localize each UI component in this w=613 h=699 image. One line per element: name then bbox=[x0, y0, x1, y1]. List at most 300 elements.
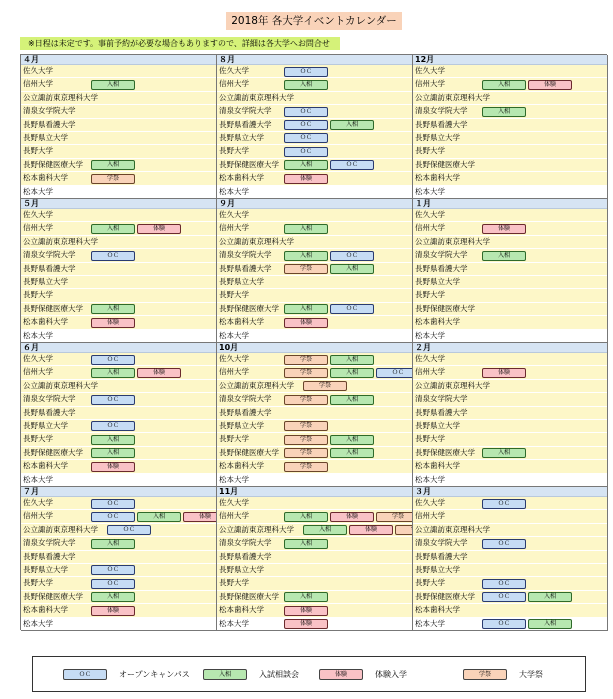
university-name: 長野県看護大学 bbox=[415, 551, 468, 561]
university-row bbox=[217, 447, 412, 460]
university-row bbox=[217, 145, 412, 158]
university-name: 佐久大学 bbox=[23, 66, 53, 75]
university-name: 信州大学 bbox=[23, 223, 53, 233]
event-badge-oc: ＯＣ bbox=[91, 579, 135, 589]
month-header: １月 bbox=[413, 199, 607, 209]
university-row bbox=[413, 393, 607, 406]
university-name: 清泉女学院大学 bbox=[219, 394, 272, 404]
month-block bbox=[21, 487, 217, 631]
university-name: 長野大学 bbox=[415, 146, 445, 156]
event-badge-oc: ＯＣ bbox=[330, 304, 374, 314]
university-name: 長野保健医療大学 bbox=[219, 159, 279, 169]
university-name: 長野県看護大学 bbox=[23, 119, 76, 129]
legend bbox=[32, 656, 586, 692]
month-header: ７月 bbox=[21, 487, 216, 497]
university-name: 清泉女学院大学 bbox=[23, 106, 76, 116]
university-name: 長野保健医療大学 bbox=[219, 591, 279, 601]
university-name: 長野県立大学 bbox=[415, 420, 460, 430]
university-name: 佐久大学 bbox=[219, 498, 249, 507]
university-row bbox=[217, 316, 412, 329]
university-name: 長野県立大学 bbox=[23, 564, 68, 574]
university-name: 長野保健医療大学 bbox=[23, 447, 83, 457]
event-badge-gs: 学祭 bbox=[284, 462, 328, 472]
university-row bbox=[217, 524, 412, 537]
university-name: 信州大学 bbox=[23, 511, 53, 521]
event-badge-ns: 入相 bbox=[330, 448, 374, 458]
university-name: 長野県立大学 bbox=[219, 420, 264, 430]
university-row bbox=[413, 537, 607, 550]
university-name: 信州大学 bbox=[219, 79, 249, 89]
university-row bbox=[21, 159, 216, 172]
event-badge-oc: ＯＣ bbox=[482, 499, 526, 509]
university-name: 松本歯科大学 bbox=[219, 461, 264, 471]
university-row bbox=[21, 551, 216, 564]
event-badge-ns: 入相 bbox=[284, 539, 328, 549]
event-badge-ns: 入相 bbox=[330, 355, 374, 365]
event-badge-oc: ＯＣ bbox=[91, 499, 135, 509]
event-badge-tk: 体験 bbox=[284, 619, 328, 629]
university-name: 公立諏訪東京理科大学 bbox=[219, 380, 294, 390]
university-name: 清泉女学院大学 bbox=[219, 106, 272, 116]
event-badge-oc: ＯＣ bbox=[284, 107, 328, 117]
event-badge-ns: 入相 bbox=[528, 619, 572, 629]
university-name: 長野保健医療大学 bbox=[219, 303, 279, 313]
university-row bbox=[413, 510, 607, 523]
university-name: 信州大学 bbox=[219, 367, 249, 377]
legend-swatch: 学祭 bbox=[463, 669, 507, 680]
university-name: 長野県看護大学 bbox=[23, 407, 76, 417]
legend-label: オープンキャンパス bbox=[119, 670, 190, 679]
university-row bbox=[413, 159, 607, 172]
event-badge-tk: 体験 bbox=[183, 512, 217, 522]
university-name: 松本歯科大学 bbox=[415, 461, 460, 471]
university-name: 松本歯科大学 bbox=[23, 605, 68, 615]
event-badge-ns: 入相 bbox=[284, 224, 328, 234]
month-header: 11月 bbox=[217, 487, 412, 497]
university-name: 公立諏訪東京理科大学 bbox=[23, 236, 98, 246]
month-block bbox=[413, 199, 608, 343]
university-row bbox=[21, 65, 216, 78]
event-badge-gs: 学祭 bbox=[284, 421, 328, 431]
university-name: 清泉女学院大学 bbox=[219, 250, 272, 260]
university-row bbox=[21, 510, 216, 523]
event-badge-oc: ＯＣ bbox=[91, 395, 135, 405]
university-name: 長野県立大学 bbox=[23, 132, 68, 142]
university-row bbox=[413, 303, 607, 316]
university-row bbox=[21, 209, 216, 222]
university-name: 佐久大学 bbox=[415, 66, 445, 75]
university-row bbox=[217, 577, 412, 590]
university-row bbox=[217, 249, 412, 262]
event-badge-ns: 入相 bbox=[91, 80, 135, 90]
month-block bbox=[217, 199, 413, 343]
university-name: 佐久大学 bbox=[23, 498, 53, 507]
university-row bbox=[217, 474, 412, 487]
university-row bbox=[217, 353, 412, 366]
university-name: 長野県看護大学 bbox=[219, 551, 272, 561]
university-row bbox=[217, 159, 412, 172]
university-row bbox=[21, 132, 216, 145]
event-badge-ns: 入相 bbox=[330, 120, 374, 130]
university-row bbox=[21, 316, 216, 329]
university-name: 長野保健医療大学 bbox=[415, 591, 475, 601]
event-badge-ns: 入相 bbox=[482, 80, 526, 90]
university-row bbox=[21, 119, 216, 132]
event-badge-tk: 体験 bbox=[91, 606, 135, 616]
month-block bbox=[21, 55, 217, 199]
month-header: ５月 bbox=[21, 199, 216, 209]
month-header: ６月 bbox=[21, 343, 216, 353]
university-name: 公立諏訪東京理科大学 bbox=[219, 236, 294, 246]
legend-swatch: 体験 bbox=[319, 669, 363, 680]
university-name: 公立諏訪東京理科大学 bbox=[219, 92, 294, 102]
university-row bbox=[217, 497, 412, 510]
university-row bbox=[21, 222, 216, 235]
university-name: 公立諏訪東京理科大学 bbox=[23, 380, 98, 390]
university-row bbox=[413, 316, 607, 329]
university-row bbox=[217, 186, 412, 199]
university-name: 信州大学 bbox=[415, 511, 445, 521]
university-name: 松本歯科大学 bbox=[23, 173, 68, 183]
event-badge-gs: 学祭 bbox=[284, 448, 328, 458]
event-badge-oc: ＯＣ bbox=[482, 619, 526, 629]
university-row bbox=[217, 289, 412, 302]
university-name: 公立諏訪東京理科大学 bbox=[23, 524, 98, 534]
event-badge-ns: 入相 bbox=[330, 368, 374, 378]
event-badge-gs: 学祭 bbox=[284, 264, 328, 274]
event-badge-ns: 入相 bbox=[91, 160, 135, 170]
university-name: 清泉女学院大学 bbox=[23, 538, 76, 548]
event-badge-oc: ＯＣ bbox=[284, 67, 328, 77]
event-badge-oc: ＯＣ bbox=[284, 133, 328, 143]
event-badge-gs: 学祭 bbox=[284, 368, 328, 378]
university-row bbox=[217, 276, 412, 289]
university-name: 公立諏訪東京理科大学 bbox=[219, 524, 294, 534]
university-name: 公立諏訪東京理科大学 bbox=[415, 236, 490, 246]
university-row bbox=[21, 524, 216, 537]
university-row bbox=[413, 474, 607, 487]
event-badge-gs: 学祭 bbox=[376, 512, 413, 522]
university-name: 松本大学 bbox=[23, 474, 53, 484]
event-badge-ns: 入相 bbox=[91, 224, 135, 234]
university-row bbox=[413, 263, 607, 276]
event-badge-ns: 入相 bbox=[284, 592, 328, 602]
university-name: 長野保健医療大学 bbox=[415, 159, 475, 169]
university-name: 長野県看護大学 bbox=[415, 407, 468, 417]
university-row bbox=[21, 393, 216, 406]
university-row bbox=[413, 209, 607, 222]
university-name: 佐久大学 bbox=[219, 210, 249, 219]
university-name: 長野大学 bbox=[219, 290, 249, 300]
university-row bbox=[217, 433, 412, 446]
university-row bbox=[413, 447, 607, 460]
university-name: 信州大学 bbox=[219, 511, 249, 521]
university-row bbox=[21, 407, 216, 420]
university-row bbox=[413, 172, 607, 185]
event-badge-ns: 入相 bbox=[528, 592, 572, 602]
schedule-note: ※日程は未定です。事前予約が必要な場合もありますので、詳細は各大学へお問合せ bbox=[20, 37, 340, 50]
university-row bbox=[413, 366, 607, 379]
event-badge-gs bbox=[395, 525, 413, 535]
university-name: 長野県看護大学 bbox=[23, 263, 76, 273]
university-name: 佐久大学 bbox=[415, 498, 445, 507]
event-badge-gs: 学祭 bbox=[284, 395, 328, 405]
event-badge-oc: ＯＣ bbox=[284, 147, 328, 157]
event-badge-ns: 入相 bbox=[284, 160, 328, 170]
university-name: 長野大学 bbox=[23, 578, 53, 588]
university-row bbox=[217, 460, 412, 473]
event-badge-gs: 学祭 bbox=[284, 435, 328, 445]
university-row bbox=[413, 380, 607, 393]
event-badge-gs: 学祭 bbox=[303, 381, 347, 391]
university-name: 長野大学 bbox=[23, 146, 53, 156]
university-row bbox=[413, 65, 607, 78]
university-name: 松本大学 bbox=[415, 330, 445, 340]
university-name: 長野大学 bbox=[23, 434, 53, 444]
month-header: ４月 bbox=[21, 55, 216, 65]
university-row bbox=[217, 330, 412, 343]
university-row bbox=[413, 497, 607, 510]
university-name: 松本大学 bbox=[219, 474, 249, 484]
university-row bbox=[217, 537, 412, 550]
university-row bbox=[413, 186, 607, 199]
university-name: 長野県立大学 bbox=[219, 564, 264, 574]
university-row bbox=[217, 564, 412, 577]
university-row bbox=[413, 249, 607, 262]
event-badge-ns: 入相 bbox=[91, 304, 135, 314]
university-row bbox=[21, 564, 216, 577]
event-badge-oc: ＯＣ bbox=[91, 251, 135, 261]
university-name: 公立諏訪東京理科大学 bbox=[415, 380, 490, 390]
university-row bbox=[217, 366, 412, 379]
event-badge-tk: 体験 bbox=[137, 368, 181, 378]
event-badge-oc: ＯＣ bbox=[91, 355, 135, 365]
university-name: 長野県立大学 bbox=[415, 276, 460, 286]
event-badge-ns: 入相 bbox=[91, 592, 135, 602]
university-row bbox=[413, 618, 607, 631]
university-row bbox=[217, 618, 412, 631]
month-header: 10月 bbox=[217, 343, 412, 353]
university-name: 長野保健医療大学 bbox=[23, 303, 83, 313]
event-badge-oc: ＯＣ bbox=[330, 160, 374, 170]
university-row bbox=[21, 186, 216, 199]
university-name: 長野大学 bbox=[415, 578, 445, 588]
event-badge-oc: ＯＣ bbox=[482, 539, 526, 549]
university-row bbox=[21, 537, 216, 550]
university-row bbox=[21, 78, 216, 91]
university-name: 長野県看護大学 bbox=[23, 551, 76, 561]
university-name: 長野県看護大学 bbox=[415, 119, 468, 129]
university-row bbox=[21, 92, 216, 105]
university-name: 長野保健医療大学 bbox=[23, 159, 83, 169]
event-badge-gs: 学祭 bbox=[91, 174, 135, 184]
university-row bbox=[21, 591, 216, 604]
university-name: 長野保健医療大学 bbox=[415, 303, 475, 313]
university-row bbox=[413, 433, 607, 446]
university-row bbox=[217, 236, 412, 249]
university-row bbox=[413, 551, 607, 564]
university-name: 公立諏訪東京理科大学 bbox=[415, 524, 490, 534]
university-row bbox=[413, 604, 607, 617]
university-name: 長野県立大学 bbox=[415, 132, 460, 142]
university-name: 松本歯科大学 bbox=[415, 317, 460, 327]
university-row bbox=[217, 393, 412, 406]
university-row bbox=[21, 236, 216, 249]
university-name: 長野県看護大学 bbox=[219, 263, 272, 273]
university-name: 松本大学 bbox=[219, 330, 249, 340]
university-name: 長野県立大学 bbox=[23, 420, 68, 430]
event-badge-tk: 体験 bbox=[482, 368, 526, 378]
university-row bbox=[413, 222, 607, 235]
university-name: 佐久大学 bbox=[219, 354, 249, 363]
university-name: 信州大学 bbox=[23, 79, 53, 89]
university-row bbox=[21, 604, 216, 617]
event-badge-ns: 入相 bbox=[91, 368, 135, 378]
university-name: 佐久大学 bbox=[23, 210, 53, 219]
legend-label: 体験入学 bbox=[375, 670, 407, 679]
event-badge-ns: 入相 bbox=[91, 448, 135, 458]
university-row bbox=[217, 92, 412, 105]
page-title: 2018年 各大学イベントカレンダー bbox=[226, 12, 402, 30]
university-name: 長野大学 bbox=[415, 434, 445, 444]
event-badge-tk: 体験 bbox=[482, 224, 526, 234]
university-row bbox=[217, 222, 412, 235]
legend-label: 大学祭 bbox=[519, 670, 543, 679]
university-name: 松本歯科大学 bbox=[219, 173, 264, 183]
university-name: 長野県看護大学 bbox=[219, 119, 272, 129]
event-badge-oc: ＯＣ bbox=[482, 579, 526, 589]
university-row bbox=[217, 551, 412, 564]
university-name: 長野県立大学 bbox=[219, 276, 264, 286]
university-row bbox=[413, 289, 607, 302]
university-name: 松本大学 bbox=[219, 618, 249, 628]
university-name: 長野保健医療大学 bbox=[219, 447, 279, 457]
event-badge-ns: 入相 bbox=[91, 435, 135, 445]
month-header: 12月 bbox=[413, 55, 607, 65]
university-row bbox=[217, 105, 412, 118]
event-badge-tk: 体験 bbox=[91, 462, 135, 472]
university-row bbox=[21, 618, 216, 631]
university-name: 清泉女学院大学 bbox=[23, 394, 76, 404]
university-row bbox=[21, 577, 216, 590]
month-header: ３月 bbox=[413, 487, 607, 497]
event-badge-oc: ＯＣ bbox=[91, 421, 135, 431]
university-row bbox=[217, 172, 412, 185]
event-badge-ns: 入相 bbox=[330, 435, 374, 445]
event-badge-ns: 入相 bbox=[330, 264, 374, 274]
university-row bbox=[413, 524, 607, 537]
university-row bbox=[217, 132, 412, 145]
event-badge-tk: 体験 bbox=[137, 224, 181, 234]
university-name: 清泉女学院大学 bbox=[415, 394, 468, 404]
event-badge-tk: 体験 bbox=[284, 606, 328, 616]
month-block bbox=[21, 199, 217, 343]
university-name: 公立諏訪東京理科大学 bbox=[415, 92, 490, 102]
university-name: 公立諏訪東京理科大学 bbox=[23, 92, 98, 102]
university-name: 長野大学 bbox=[23, 290, 53, 300]
legend-swatch: 入相 bbox=[203, 669, 247, 680]
month-header: ９月 bbox=[217, 199, 412, 209]
university-row bbox=[21, 497, 216, 510]
university-name: 信州大学 bbox=[415, 223, 445, 233]
university-row bbox=[413, 78, 607, 91]
university-name: 信州大学 bbox=[219, 223, 249, 233]
university-name: 信州大学 bbox=[415, 79, 445, 89]
event-badge-tk: 体験 bbox=[284, 318, 328, 328]
university-row bbox=[413, 132, 607, 145]
university-row bbox=[217, 380, 412, 393]
university-name: 松本大学 bbox=[219, 186, 249, 196]
university-row bbox=[21, 172, 216, 185]
event-badge-oc: ＯＣ bbox=[107, 525, 151, 535]
university-name: 長野県看護大学 bbox=[415, 263, 468, 273]
legend-swatch: ＯＣ bbox=[63, 669, 107, 680]
university-name: 松本大学 bbox=[415, 618, 445, 628]
university-row bbox=[21, 353, 216, 366]
university-row bbox=[21, 330, 216, 343]
university-name: 長野県立大学 bbox=[219, 132, 264, 142]
university-name: 清泉女学院大学 bbox=[219, 538, 272, 548]
university-name: 松本大学 bbox=[23, 330, 53, 340]
month-block bbox=[413, 343, 608, 487]
event-badge-ns: 入相 bbox=[284, 512, 328, 522]
university-row bbox=[413, 460, 607, 473]
university-row bbox=[413, 119, 607, 132]
university-name: 長野大学 bbox=[219, 578, 249, 588]
university-name: 松本歯科大学 bbox=[415, 605, 460, 615]
event-badge-ns: 入相 bbox=[137, 512, 181, 522]
event-badge-oc: ＯＣ bbox=[482, 592, 526, 602]
event-badge-ns: 入相 bbox=[482, 448, 526, 458]
event-badge-ns: 入相 bbox=[482, 107, 526, 117]
university-row bbox=[21, 366, 216, 379]
university-name: 佐久大学 bbox=[415, 210, 445, 219]
university-row bbox=[217, 119, 412, 132]
university-name: 佐久大学 bbox=[415, 354, 445, 363]
university-row bbox=[21, 105, 216, 118]
university-row bbox=[217, 591, 412, 604]
university-row bbox=[413, 330, 607, 343]
month-block bbox=[217, 343, 413, 487]
university-row bbox=[217, 407, 412, 420]
event-badge-oc: ＯＣ bbox=[284, 120, 328, 130]
university-name: 松本大学 bbox=[415, 186, 445, 196]
month-block bbox=[21, 343, 217, 487]
university-name: 長野保健医療大学 bbox=[415, 447, 475, 457]
event-badge-oc: ＯＣ bbox=[91, 565, 135, 575]
university-name: 長野県立大学 bbox=[415, 564, 460, 574]
event-badge-ns: 入相 bbox=[330, 395, 374, 405]
event-badge-tk: 体験 bbox=[330, 512, 374, 522]
event-badge-tk: 体験 bbox=[528, 80, 572, 90]
university-name: 松本歯科大学 bbox=[23, 461, 68, 471]
university-name: 長野県看護大学 bbox=[219, 407, 272, 417]
university-row bbox=[413, 420, 607, 433]
university-row bbox=[21, 420, 216, 433]
university-name: 長野大学 bbox=[219, 434, 249, 444]
event-badge-tk: 体験 bbox=[284, 174, 328, 184]
university-row bbox=[413, 577, 607, 590]
university-row bbox=[217, 303, 412, 316]
university-row bbox=[413, 407, 607, 420]
university-row bbox=[21, 460, 216, 473]
month-header: ８月 bbox=[217, 55, 412, 65]
university-row bbox=[21, 380, 216, 393]
event-badge-tk: 体験 bbox=[349, 525, 393, 535]
event-badge-ns: 入相 bbox=[482, 251, 526, 261]
event-badge-oc: ＯＣ bbox=[376, 368, 413, 378]
university-name: 信州大学 bbox=[23, 367, 53, 377]
